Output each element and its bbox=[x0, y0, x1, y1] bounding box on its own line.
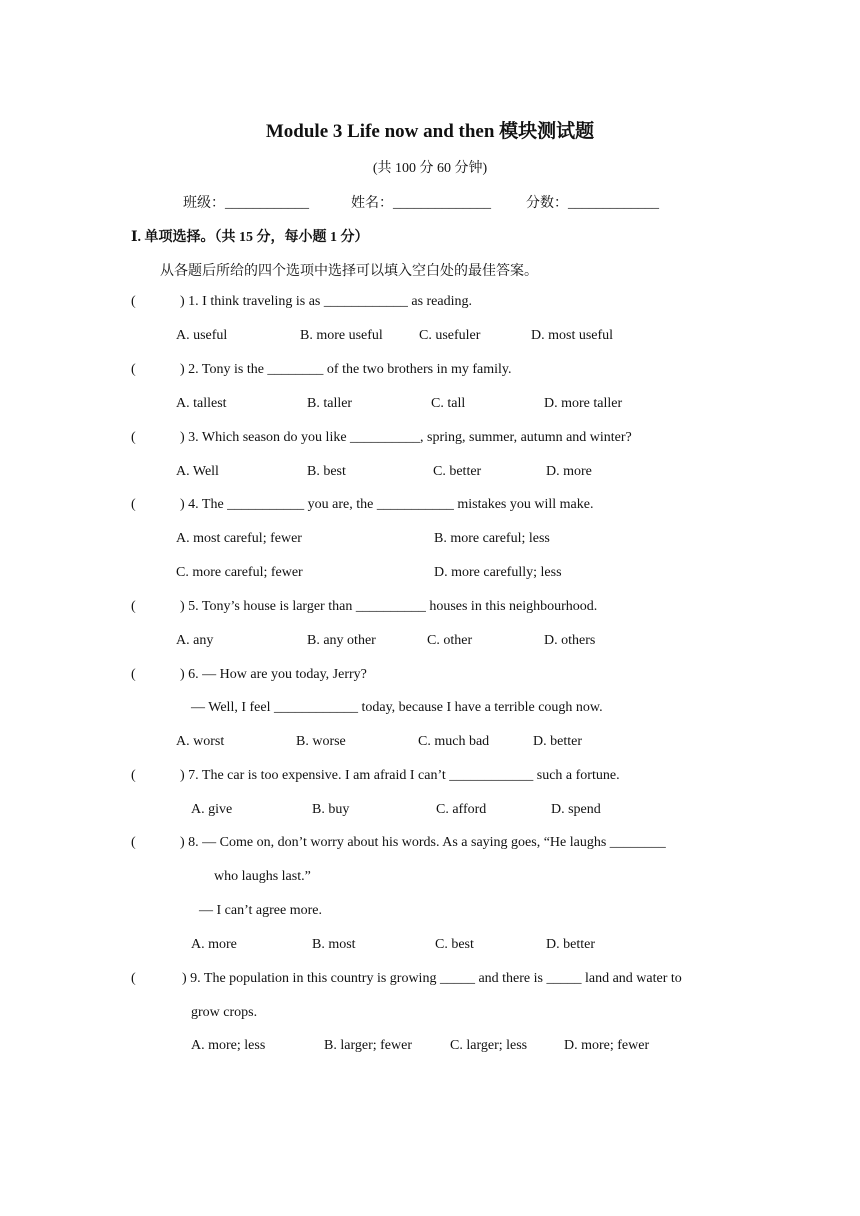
question-stem: ) 3. Which season do you like __________, spring, summer, autumn and winter? bbox=[180, 430, 632, 445]
option-b: B. best bbox=[307, 464, 346, 479]
question-stem: ) 5. Tony’s house is larger than __________ houses in this neighbourhood. bbox=[180, 599, 598, 614]
answer-paren: ( bbox=[131, 667, 136, 682]
question-stem: ) 1. I think traveling is as ____________ as reading. bbox=[180, 294, 473, 309]
option-b: B. worse bbox=[296, 734, 346, 749]
option-a: A. useful bbox=[176, 328, 228, 343]
option-b: B. more careful; less bbox=[434, 531, 550, 546]
question-stem: ) 4. The ___________ you are, the ___________ mistakes you will make. bbox=[180, 497, 594, 512]
option-a: A. tallest bbox=[176, 396, 227, 411]
section-instruction: 从各题后所给的四个选项中选择可以填入空白处的最佳答案。 bbox=[160, 264, 538, 279]
option-d: D. more bbox=[546, 464, 592, 479]
option-d: D. better bbox=[546, 937, 595, 952]
option-b: B. taller bbox=[307, 396, 353, 411]
option-c: C. much bad bbox=[418, 734, 490, 749]
option-c: C. usefuler bbox=[419, 328, 481, 343]
option-d: D. more; fewer bbox=[564, 1038, 650, 1053]
option-d: D. more taller bbox=[544, 396, 623, 411]
option-b: B. buy bbox=[312, 802, 350, 817]
question-stem: ) 6. — How are you today, Jerry? bbox=[180, 667, 367, 682]
document-subtitle: (共 100 分 60 分钟) bbox=[372, 161, 488, 176]
option-c: C. tall bbox=[431, 396, 466, 411]
answer-paren: ( bbox=[131, 362, 136, 377]
option-d: D. better bbox=[533, 734, 582, 749]
option-a: A. Well bbox=[176, 464, 219, 479]
option-c: C. other bbox=[427, 633, 473, 648]
option-b: B. any other bbox=[307, 633, 376, 648]
answer-paren: ( bbox=[131, 971, 136, 986]
score-field: 分数：_____________ bbox=[526, 196, 659, 211]
option-d: D. spend bbox=[551, 802, 601, 817]
option-a: A. more; less bbox=[191, 1038, 266, 1053]
option-d: D. more carefully; less bbox=[434, 565, 562, 580]
question-dialogue-line: — Well, I feel ____________ today, because I have a terrible cough now. bbox=[191, 700, 603, 715]
answer-paren: ( bbox=[131, 430, 136, 445]
question-stem-continued: grow crops. bbox=[191, 1005, 258, 1020]
option-b: B. most bbox=[312, 937, 356, 952]
option-c: C. best bbox=[435, 937, 474, 952]
option-a: A. give bbox=[191, 802, 233, 817]
option-c: C. more careful; fewer bbox=[176, 565, 303, 580]
answer-paren: ( bbox=[131, 599, 136, 614]
question-dialogue-line: — I can’t agree more. bbox=[199, 903, 322, 918]
class-field: 班级：____________ bbox=[183, 196, 309, 211]
option-a: A. worst bbox=[176, 734, 225, 749]
question-stem-continued: who laughs last.” bbox=[214, 869, 311, 884]
question-stem: ) 2. Tony is the ________ of the two brothers in my family. bbox=[180, 362, 512, 377]
answer-paren: ( bbox=[131, 768, 136, 783]
question-stem: ) 9. The population in this country is growing _____ and there is _____ land and water to bbox=[182, 971, 682, 986]
answer-paren: ( bbox=[131, 294, 136, 309]
answer-paren: ( bbox=[131, 497, 136, 512]
option-a: A. more bbox=[191, 937, 237, 952]
document-title: Module 3 Life now and then 模块测试题 bbox=[265, 121, 595, 142]
question-stem: ) 8. — Come on, don’t worry about his words. As a saying goes, “He laughs ________ bbox=[180, 835, 666, 850]
option-c: C. better bbox=[433, 464, 482, 479]
answer-paren: ( bbox=[131, 835, 136, 850]
option-b: B. more useful bbox=[300, 328, 383, 343]
option-a: A. most careful; fewer bbox=[176, 531, 302, 546]
option-c: C. afford bbox=[436, 802, 487, 817]
question-stem: ) 7. The car is too expensive. I am afraid I can’t ____________ such a fortune. bbox=[180, 768, 620, 783]
option-a: A. any bbox=[176, 633, 214, 648]
option-b: B. larger; fewer bbox=[324, 1038, 412, 1053]
name-field: 姓名：______________ bbox=[351, 196, 491, 211]
option-d: D. most useful bbox=[531, 328, 614, 343]
option-d: D. others bbox=[544, 633, 596, 648]
section-heading: Ⅰ. 单项选择。（共 15 分，每小题 1 分） bbox=[131, 230, 369, 245]
option-c: C. larger; less bbox=[450, 1038, 528, 1053]
